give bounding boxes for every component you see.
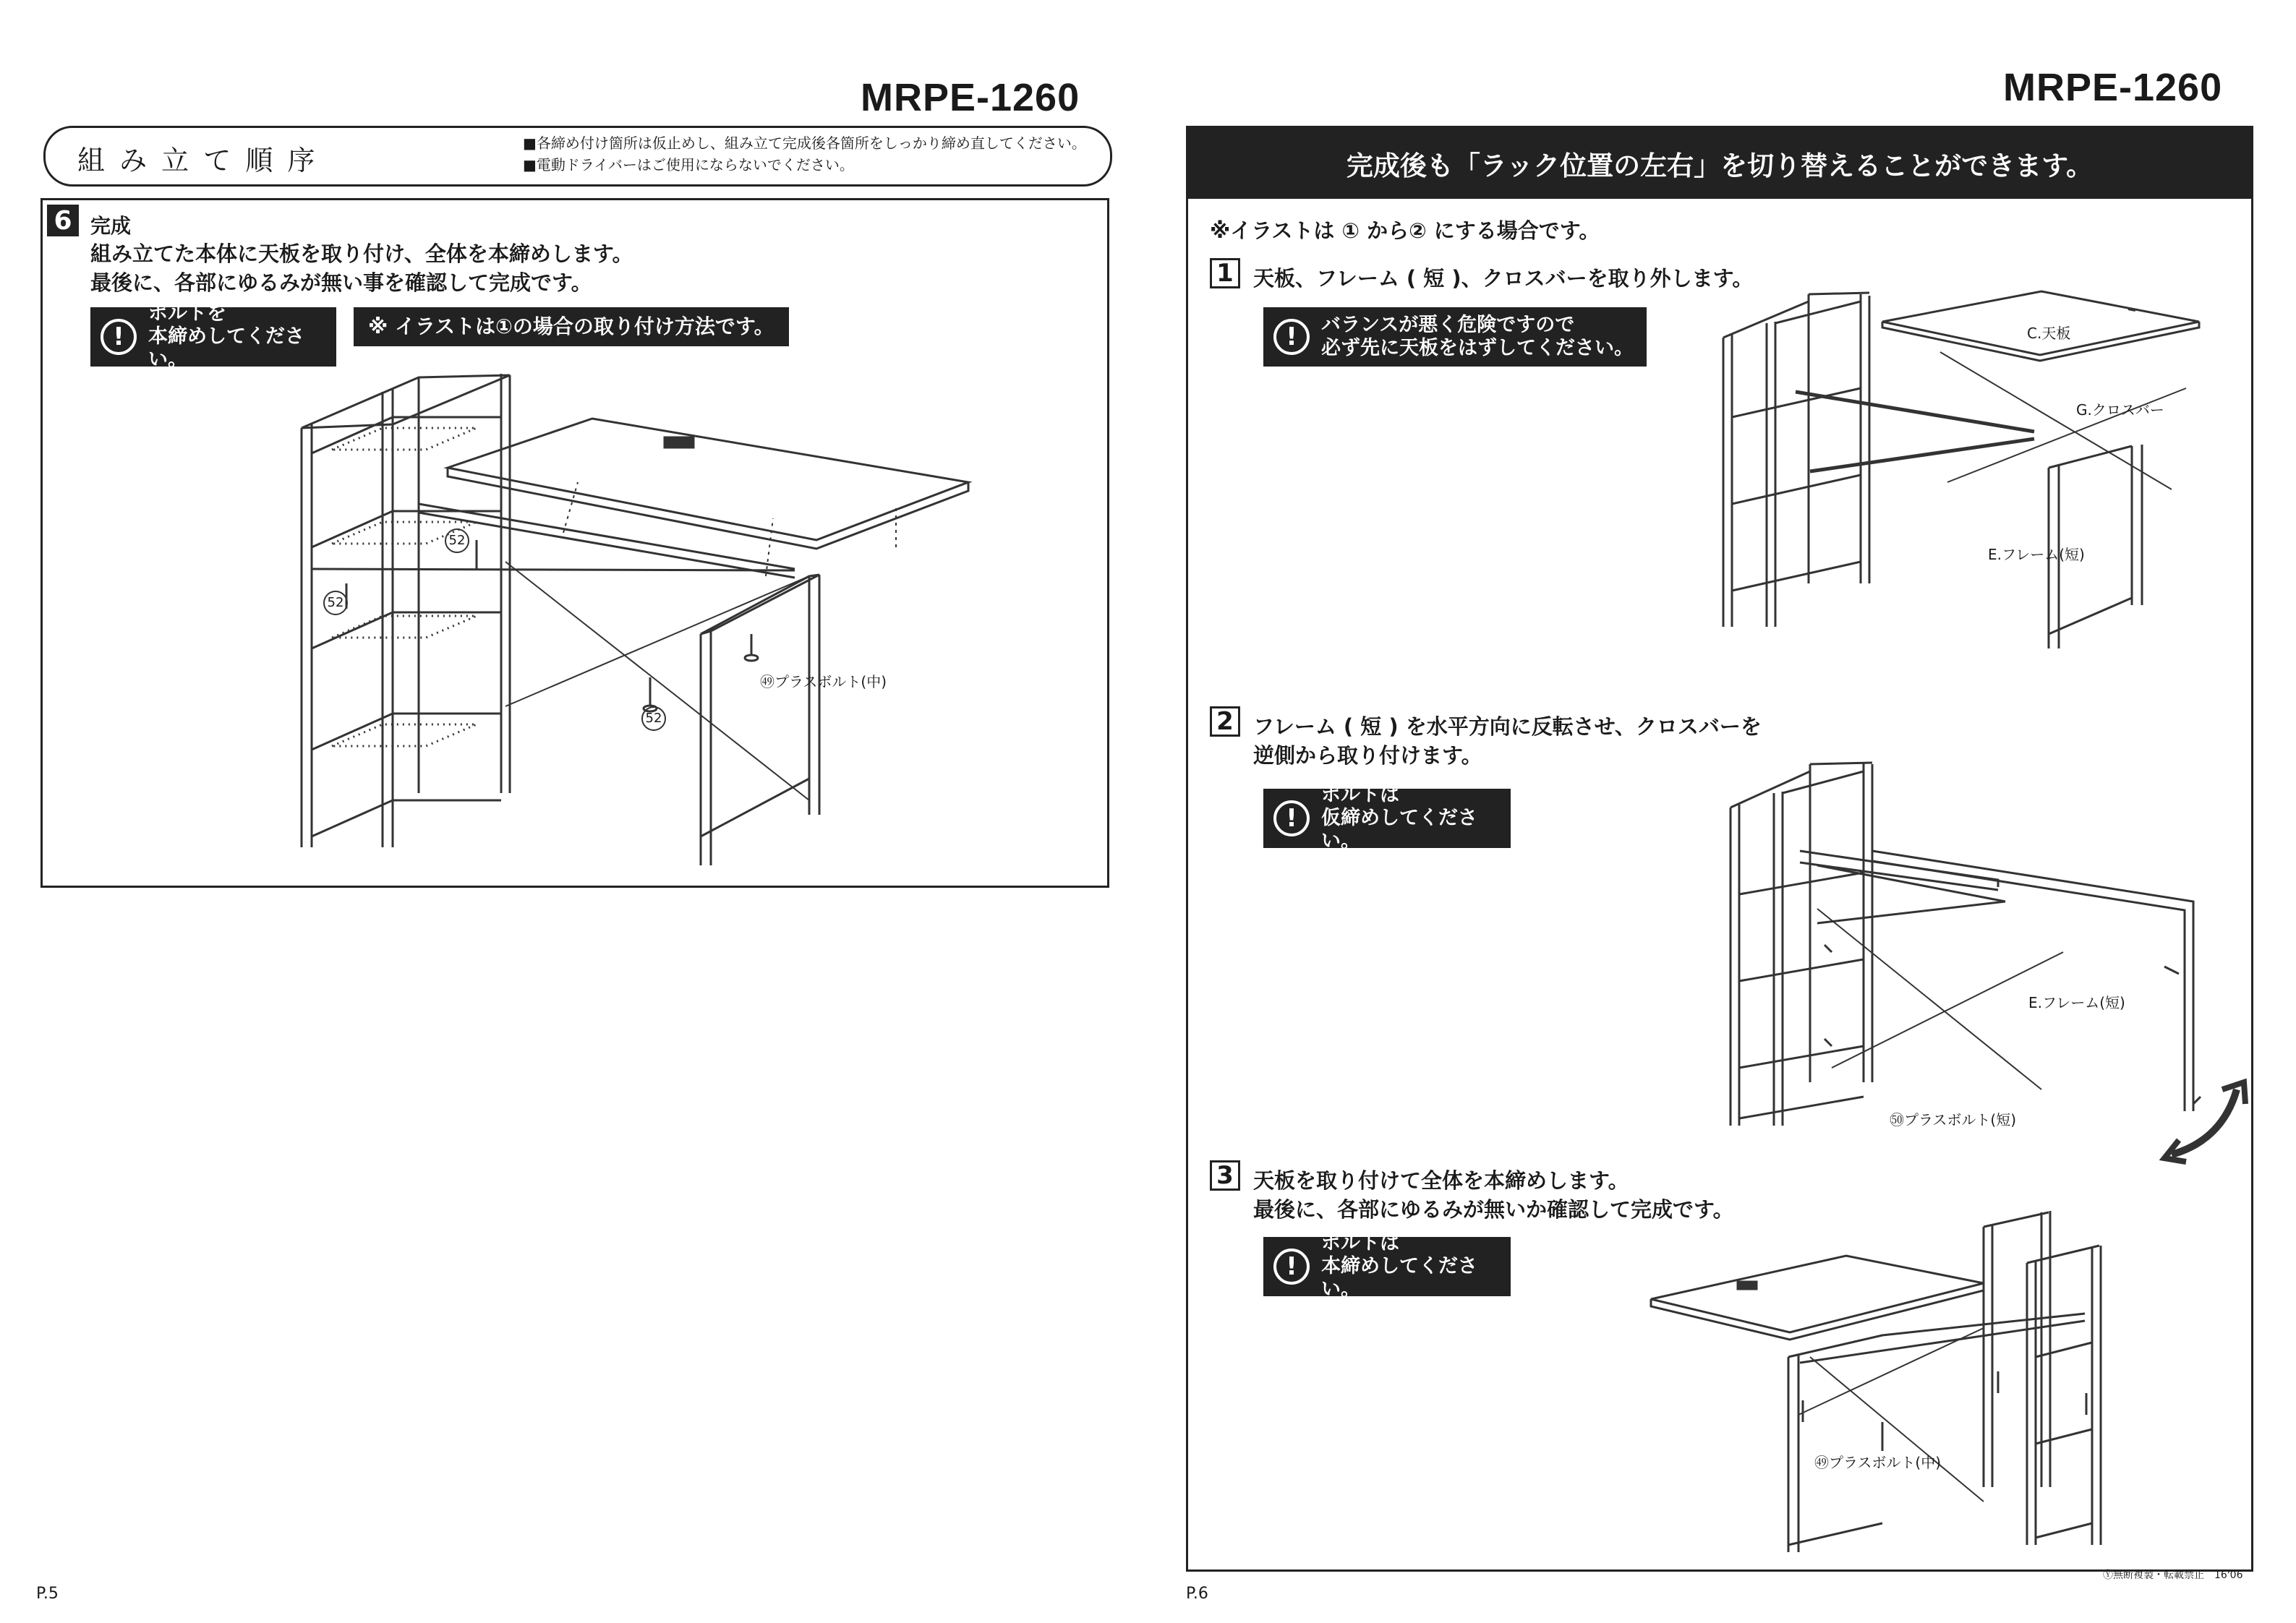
header-note: ■各締め付け箇所は仮止めし、組み立て完成後各箇所をしっかり締め直してください。 bbox=[523, 134, 1086, 152]
exclamation-icon: ! bbox=[1273, 1249, 1310, 1285]
step-text: 最後に、各部にゆるみが無い事を確認して完成です。 bbox=[90, 270, 592, 295]
part-mark: 52 bbox=[323, 591, 348, 615]
assembly-order-header bbox=[43, 126, 1112, 187]
step-text: 組み立てた本体に天板を取り付け、全体を本締めします。 bbox=[90, 241, 633, 266]
bolt-label: ㊾プラスボルト(中) bbox=[760, 673, 887, 690]
page-number: P.5 bbox=[36, 1585, 59, 1603]
header-title: 組 み 立 て 順 序 bbox=[77, 145, 318, 176]
exclamation-icon: ! bbox=[101, 319, 137, 355]
illustration-note: ※ イラストは①の場合の取り付け方法です。 bbox=[354, 307, 789, 346]
step-text: フレーム ( 短 ) を水平方向に反転させ、クロスバーを bbox=[1253, 714, 1762, 739]
header-note: ■電動ドライバーはご使用にならないでください。 bbox=[523, 156, 854, 174]
right-model-number: MRPE-1260 bbox=[2003, 66, 2223, 109]
step-number-badge: 6 bbox=[47, 205, 79, 236]
warning-text: 本締めしてください。 bbox=[148, 325, 304, 371]
warning-text: ボルトを bbox=[148, 302, 226, 325]
step-text: 天板、フレーム ( 短 )、クロスバーを取り外します。 bbox=[1253, 266, 1754, 291]
warning-text: ボルトは bbox=[1321, 784, 1399, 806]
copyright-note: Ⓨ無断複製・転載禁止 16'06 bbox=[2103, 1570, 2243, 1581]
step6-frame bbox=[40, 198, 1109, 888]
part-label: E.フレーム(短) bbox=[1988, 546, 2085, 563]
bolt-label: ㊿プラスボルト(短) bbox=[1890, 1111, 2017, 1129]
warning-text: 仮締めしてください。 bbox=[1321, 807, 1477, 852]
warning-text: ボルトは bbox=[1321, 1232, 1399, 1254]
step-text: 逆側から取り付けます。 bbox=[1253, 743, 1482, 768]
part-label: E.フレーム(短) bbox=[2028, 994, 2125, 1011]
page-number: P.6 bbox=[1186, 1585, 1208, 1603]
warning-text: 本締めしてください。 bbox=[1321, 1255, 1477, 1301]
warning-text: 必ず先に天板をはずしてください。 bbox=[1321, 337, 1634, 359]
left-model-number: MRPE-1260 bbox=[861, 76, 1080, 119]
part-mark: 52 bbox=[445, 528, 469, 553]
right-page-frame bbox=[1186, 126, 2253, 1572]
warning-text: バランスが悪く危険ですので bbox=[1321, 314, 1575, 336]
step-title: 完成 bbox=[90, 214, 132, 238]
step-number: 2 bbox=[1210, 706, 1240, 737]
exclamation-icon: ! bbox=[1273, 319, 1310, 355]
intro-text: ※イラストは ① から② にする場合です。 bbox=[1210, 218, 1600, 243]
step-text: 最後に、各部にゆるみが無いか確認して完成です。 bbox=[1253, 1197, 1734, 1222]
header-notes bbox=[523, 132, 1086, 176]
part-label: G.クロスバー bbox=[2076, 401, 2164, 419]
desk-assembly-illustration bbox=[43, 200, 1106, 880]
step-number: 1 bbox=[1210, 258, 1240, 288]
bolt-label: ㊾プラスボルト(中) bbox=[1814, 1454, 1942, 1471]
step-number: 3 bbox=[1210, 1160, 1240, 1191]
part-label: C.天板 bbox=[2027, 325, 2071, 342]
switch-banner: 完成後も「ラック位置の左右」を切り替えることができます。 bbox=[1188, 128, 2251, 199]
step3-completion-illustration bbox=[1188, 128, 2251, 1567]
exclamation-icon: ! bbox=[1273, 800, 1310, 836]
part-mark: 52 bbox=[641, 706, 666, 731]
step-text: 天板を取り付けて全体を本締めします。 bbox=[1253, 1168, 1629, 1193]
